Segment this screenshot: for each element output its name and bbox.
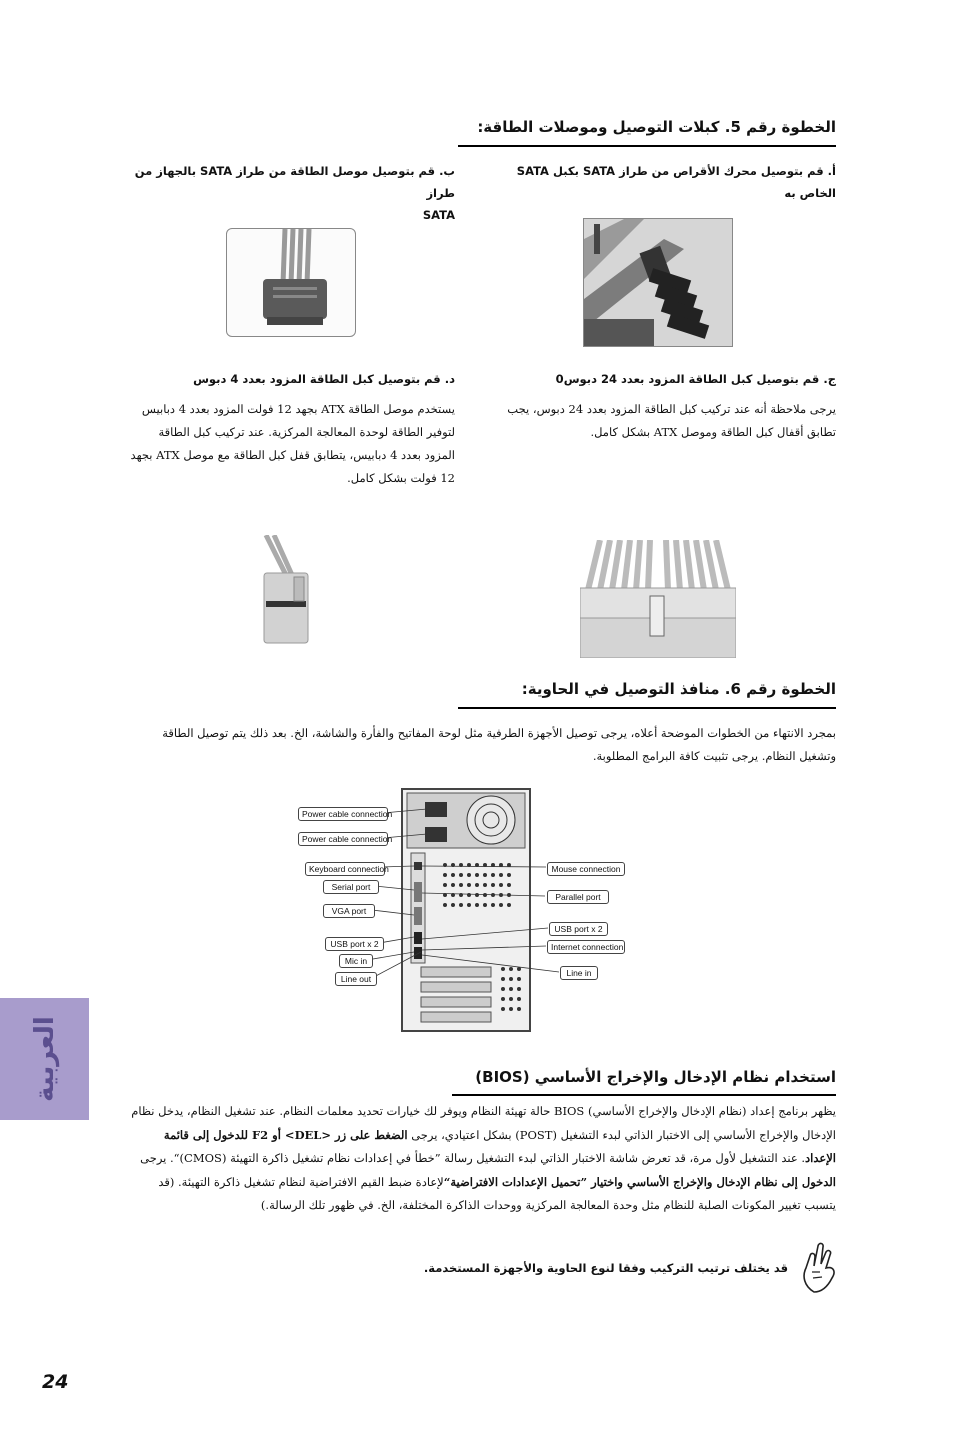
bios-heading: استخدام نظام الإدخال والإخراج الأساسي (BIOS): [475, 1068, 836, 1086]
label-power-cable-2: Power cable connection: [298, 832, 388, 846]
bios-body: [128, 1100, 836, 1218]
step5-d-title: د. قم بتوصيل كبل الطاقة المزود بعدد 4 دبوس: [193, 372, 455, 386]
divider: [458, 707, 836, 709]
bios-text-2: . عند التشغيل لأول مرة، قد تعرض شاشة الاختبار الذاتي لبدء التشغيل رسالة ”خطأ في إعدادات نظام تشغيل ذاكرة التهيئة (CMOS)“. يرجى: [140, 1151, 806, 1165]
page-number: 24: [42, 1371, 69, 1393]
label-vga-port: VGA port: [323, 904, 375, 918]
step5-heading: الخطوة رقم 5. كبلات التوصيل وموصلات الطاقة:: [477, 118, 836, 136]
label-serial-port: Serial port: [323, 880, 379, 894]
step5-c-title: ج. قم بتوصيل كبل الطاقة المزود بعدد 24 دبوس0: [555, 372, 836, 386]
label-power-cable-1: Power cable connection: [298, 807, 388, 821]
step5-d-body: يستخدم موصل الطاقة ATX بجهد 12 فولت المزود بعدد 4 دبابيس لتوفير الطاقة لوحدة المعالجة المركزية. عند تركيب كبل الطاقة المزود بعدد 4 دبابيس، يتطابق قفل كبل الطاقة مع موصل ATX بجهد 12 فولت بشكل كامل.: [130, 402, 455, 485]
label-usb-left: USB port x 2: [325, 937, 384, 951]
label-usb-right: USB port x 2: [549, 922, 608, 936]
side-tab-label: العربية: [29, 1016, 60, 1102]
step5-b-line1: ب. قم بتوصيل موصل الطاقة من طراز SATA بالجهاز من طراز: [134, 164, 455, 200]
24pin-connector-photo: [580, 540, 736, 658]
bios-text-3: لإعادة ضبط القيم الافتراضية لنظام تشغيل ذاكرة التهيئة. (قد يتسبب تغيير المكونات الصلبة للنظام مثل وحدة المعالجة المركزية ووحدات الذاكرة المختلفة، الخ. في ظهور تلك الرسالة.): [158, 1174, 836, 1212]
label-line-in: Line in: [560, 966, 598, 980]
label-line-out: Line out: [335, 972, 377, 986]
divider: [458, 145, 836, 147]
step5-b-line2: SATA: [422, 208, 455, 222]
step6-heading: الخطوة رقم 6. منافذ التوصيل في الحاوية:: [521, 680, 836, 698]
label-mouse: Mouse connection: [547, 862, 625, 876]
step6-body: بمجرد الانتهاء من الخطوات الموضحة أعلاه، يرجى توصيل الأجهزة الطرفية مثل لوحة المفاتيح والفأرة والشاشة، الخ. بعد ذلك يتم توصيل الطاقة وتشغيل النظام. يرجى تثبيت كافة البرامج المطلوبة.: [162, 726, 836, 763]
label-mic-in: Mic in: [339, 954, 373, 968]
divider: [452, 1094, 836, 1096]
label-parallel-port: Parallel port: [547, 890, 609, 904]
step5-c-body: يرجى ملاحظة أنه عند تركيب كبل الطاقة المزود بعدد 24 دبوس، يجب تطابق أقفال كبل الطاقة وموصل ATX بشكل كامل.: [507, 402, 836, 439]
case-rear-panel-diagram: [295, 787, 630, 1032]
hand-note-icon: [800, 1242, 838, 1294]
bios-key-instruction: الضغط على زر <DEL> أو F2 للدخول إلى قائمة الإعداد: [163, 1127, 836, 1165]
step5-a-caption: أ. قم بتوصيل محرك الأقراص من طراز SATA بكبل SATA الخاص به: [516, 164, 836, 200]
install-note: قد يختلف ترتيب التركيب وفقا لنوع الحاوية والأجهزة المستخدمة.: [423, 1261, 788, 1275]
sata-power-connector-photo: [226, 228, 356, 337]
bios-load-defaults: الدخول إلى نظام الإدخال والإخراج الأساسي واختيار ”تحميل الإعدادات الافتراضية“: [443, 1174, 836, 1189]
language-side-tab: [0, 998, 89, 1120]
label-keyboard: Keyboard connection: [305, 862, 385, 876]
step5-b-caption: [130, 160, 455, 226]
sata-ports-photo: [583, 218, 733, 347]
label-internet: Internet connection: [547, 940, 625, 954]
4pin-connector-photo: [258, 535, 316, 647]
bios-text-1: يظهر برنامج إعداد (نظام الإدخال والإخراج الأساسي) BIOS حالة تهيئة النظام ويوفر لك خيارات تحديد معلمات النظام. عند تشغيل النظام، يدخل نظام الإدخال والإخراج الأساسي إلى الاختبار الذاتي لبدء التشغيل (POST) بشكل اعتيادي، يرجى: [131, 1104, 836, 1142]
